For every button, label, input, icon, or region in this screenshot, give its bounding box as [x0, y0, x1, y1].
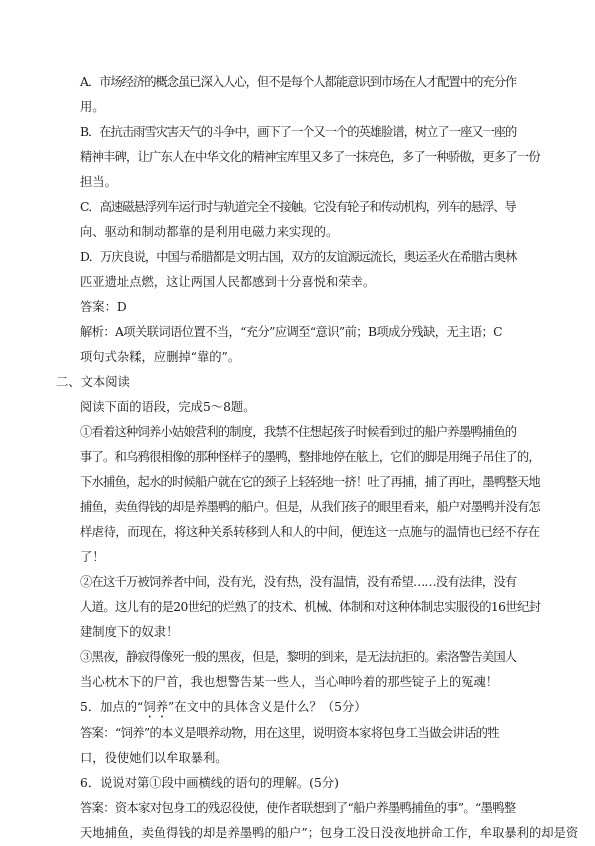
question-5-prefix: 5．加点的“: [80, 700, 144, 714]
option-a: [56, 70, 540, 120]
para-3-line-2: 当心枕木下的尸首，我也想警告某一些人，当心呻吟着的那些锭子上的冤魂！: [80, 675, 499, 689]
answer-1: 答案：D: [80, 300, 127, 314]
section-heading: 二、文本阅读: [56, 375, 130, 389]
analysis-1-line-1: 解析：A项关联词语位置不当，“充分”应调至“意识”前；B项成分残缺，无主语；C: [80, 325, 502, 339]
reading-instructions: 阅读下面的语段，完成5～8题。: [80, 400, 256, 414]
para-1-line-5: 样虐待，而现在，将这种关系转移到人和人的中间，便连这一点施与的温情也已经不存在: [80, 525, 540, 539]
question-5: [56, 695, 540, 721]
option-d-line-2: 匹亚遗址点燃，这让两国人民都感到十分喜悦和荣幸。: [80, 275, 376, 289]
q6-answer-line-2: 天地捕鱼，卖鱼得钱的却是养墨鸭的船户”；包身工没日没夜地拼命工作，牟取暴利的却是资: [80, 826, 579, 840]
question-5-suffix: ”在文中的具体含义是什么？（5分）: [167, 700, 367, 714]
option-c: [56, 195, 540, 245]
option-c-line-1: C．高速磁悬浮列车运行时与轨道完全不接触。它没有轮子和传动机构，列车的悬浮、导: [80, 200, 516, 214]
para-2-line-3: 建制度下的奴隶！: [80, 625, 179, 639]
q5-answer-line-1: 答案：“饲养”的本义是喂养动物，用在这里，说明资本家将包身工当做会讲话的牲: [80, 726, 499, 740]
para-1-line-1: ①看着这种饲养小姑娘营利的制度，我禁不住想起孩子时候看到过的船户养墨鸭捕鱼的: [80, 425, 517, 439]
para-1-line-4: 捕鱼，卖鱼得钱的却是养墨鸭的船户。但是，从我们孩子的眼里看来，船户对墨鸭并没有怎: [80, 500, 540, 514]
q5-answer-line-2: 口，役使她们以牟取暴利。: [80, 751, 228, 765]
option-b-line-1: B．在抗击雨雪灾害天气的斗争中，画下了一个又一个的英雄脸谱，树立了一座又一座的: [80, 125, 517, 139]
option-a-line-1: A．市场经济的概念虽已深入人心，但不是每个人都能意识到市场在人才配置中的充分作: [80, 75, 517, 89]
question-5-line: [56, 695, 540, 721]
para-1-line-6: 了！: [80, 550, 105, 564]
question-6: 6．说说对第①段中画横线的语句的理解。(5分): [80, 776, 339, 790]
passage-paragraph-1: [56, 420, 540, 570]
para-1-line-2: 事了。和乌鸦很相像的那种怪样子的墨鸭，整排地停在舷上，它们的脚是用绳子吊住了的，: [80, 450, 540, 464]
para-2-line-2: 人道。这儿有的是20世纪的烂熟了的技术、机械、体制和对这种体制忠实服役的16世纪封: [80, 600, 541, 614]
question-5-answer: [56, 721, 540, 771]
analysis-1-line-2: 项句式杂糅，应删掉“靠的”。: [80, 350, 241, 364]
para-3-line-1: ③黑夜，静寂得像死一般的黑夜，但是，黎明的到来，是无法抗拒的。索洛警告美国人: [80, 650, 517, 664]
passage-paragraph-3: [56, 645, 540, 695]
para-2-line-1: ②在这千万被饲养者中间，没有光，没有热，没有温情，没有希望……没有法律，没有: [80, 575, 517, 589]
question-6-answer: [56, 796, 579, 846]
analysis-1: [56, 320, 540, 370]
option-b-line-2: 精神丰碑，让广东人在中华文化的精神宝库里又多了一抹亮色，多了一种骄傲，更多了一份: [80, 150, 540, 164]
dotted-term: 饲养: [143, 700, 168, 714]
passage-paragraph-2: [56, 570, 540, 645]
option-b-line-3: 担当。: [80, 175, 117, 189]
option-c-line-2: 向、驱动和制动都靠的是利用电磁力来实现的。: [80, 225, 339, 239]
para-1-line-3: 下水捕鱼，起水的时候船户就在它的颈子上轻轻地一挤！吐了再捕，捕了再吐，墨鸭整天地: [80, 475, 540, 489]
q6-answer-line-1: 答案：资本家对包身工的残忍役使，使作者联想到了“船户养墨鸭捕鱼的事”。“墨鸭整: [80, 801, 516, 815]
option-a-line-2: 用。: [80, 100, 105, 114]
option-d-line-1: D．万庆良说，中国与希腊都是文明古国，双方的友谊源远流长，奥运圣火在希腊古奥林: [80, 250, 517, 264]
page-content: [56, 70, 579, 846]
option-d: [56, 245, 540, 295]
option-b: [56, 120, 540, 195]
